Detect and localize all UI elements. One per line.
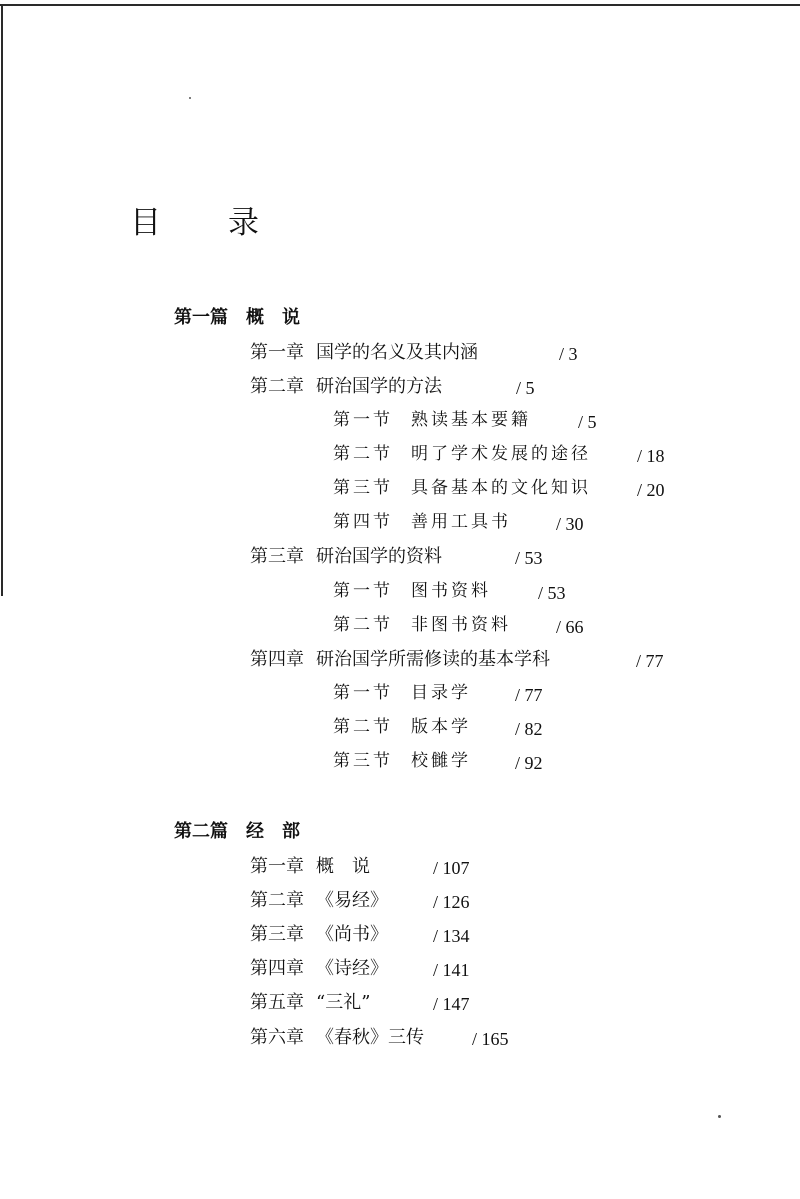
section-title: 图书资料: [411, 581, 491, 601]
section-number: 第三节: [333, 478, 393, 498]
chapter-number: 第二章: [250, 890, 304, 911]
page-number: / 20: [637, 480, 665, 500]
chapter-number: 第四章: [250, 649, 304, 670]
toc-section-entry[interactable]: [333, 480, 591, 497]
page-number: / 18: [637, 446, 665, 466]
section-number: 第一节: [333, 581, 393, 601]
section-title: 具备基本的文化知识: [411, 478, 591, 498]
title-char-1: 目: [130, 205, 161, 241]
page-number: / 66: [556, 617, 584, 637]
scan-speck: [718, 1115, 721, 1118]
toc-chapter-entry[interactable]: [250, 1029, 424, 1047]
page-number: / 30: [556, 514, 584, 534]
section-number: 第三节: [333, 751, 393, 771]
section-number: 第一节: [333, 410, 393, 430]
chapter-number: 第一章: [250, 856, 304, 877]
section-number: 第二节: [333, 717, 393, 737]
top-border-line: [0, 4, 800, 6]
page-number: / 5: [578, 412, 597, 432]
part-number: 第二篇: [174, 821, 228, 842]
toc-section-entry[interactable]: [333, 685, 471, 702]
chapter-number: 第三章: [250, 924, 304, 945]
chapter-number: 第二章: [250, 376, 304, 397]
page-number: / 3: [559, 344, 578, 364]
part-number: 第一篇: [174, 307, 228, 328]
part-name: 概 说: [246, 307, 300, 328]
title-char-2: 录: [228, 205, 259, 241]
toc-chapter-entry[interactable]: [250, 378, 442, 396]
page-number: / 147: [433, 994, 470, 1014]
page-number: / 165: [472, 1029, 509, 1049]
toc-chapter-entry[interactable]: [250, 548, 442, 566]
part-heading: [174, 823, 300, 841]
chapter-number: 第六章: [250, 1027, 304, 1048]
toc-section-entry[interactable]: [333, 412, 531, 429]
page-number: / 53: [515, 548, 543, 568]
part-name: 经 部: [246, 821, 300, 842]
toc-section-entry[interactable]: [333, 583, 491, 600]
page-number: / 77: [515, 685, 543, 705]
section-title: 目录学: [411, 683, 471, 703]
page-number: / 107: [433, 858, 470, 878]
toc-chapter-entry[interactable]: [250, 994, 370, 1012]
chapter-title: 《诗经》: [316, 958, 388, 979]
section-number: 第二节: [333, 444, 393, 464]
toc-chapter-entry[interactable]: [250, 960, 388, 978]
page-number: / 5: [516, 378, 535, 398]
part-heading: [174, 309, 300, 327]
section-title: 明了学术发展的途径: [411, 444, 591, 464]
chapter-number: 第三章: [250, 546, 304, 567]
page-number: / 92: [515, 753, 543, 773]
chapter-title: 国学的名义及其内涵: [316, 342, 478, 363]
page-number: / 141: [433, 960, 470, 980]
toc-chapter-entry[interactable]: [250, 858, 370, 876]
page-number: / 134: [433, 926, 470, 946]
toc-section-entry[interactable]: [333, 446, 591, 463]
chapter-number: 第一章: [250, 342, 304, 363]
toc-chapter-entry[interactable]: [250, 926, 388, 944]
section-number: 第一节: [333, 683, 393, 703]
page-number: / 82: [515, 719, 543, 739]
scan-speck: [189, 97, 191, 99]
chapter-title: 《春秋》三传: [316, 1027, 424, 1048]
chapter-title: 研治国学的资料: [316, 546, 442, 567]
chapter-number: 第五章: [250, 992, 304, 1013]
chapter-title: “三礼”: [316, 992, 371, 1013]
section-title: 熟读基本要籍: [411, 410, 531, 430]
chapter-title: 研治国学的方法: [316, 376, 442, 397]
chapter-title: 概 说: [316, 856, 370, 877]
page-number: / 126: [433, 892, 470, 912]
chapter-title: 《尚书》: [316, 924, 388, 945]
toc-chapter-entry[interactable]: [250, 651, 550, 669]
section-number: 第二节: [333, 615, 393, 635]
section-title: 善用工具书: [411, 512, 511, 532]
toc-chapter-entry[interactable]: [250, 344, 478, 362]
toc-chapter-entry[interactable]: [250, 892, 388, 910]
chapter-title: 研治国学所需修读的基本学科: [316, 649, 550, 670]
section-title: 校雠学: [411, 751, 471, 771]
page-number: / 53: [538, 583, 566, 603]
section-title: 版本学: [411, 717, 471, 737]
left-border-line: [1, 4, 3, 596]
toc-section-entry[interactable]: [333, 617, 511, 634]
chapter-title: 《易经》: [316, 890, 388, 911]
section-number: 第四节: [333, 512, 393, 532]
toc-section-entry[interactable]: [333, 719, 471, 736]
toc-section-entry[interactable]: [333, 514, 511, 531]
page-number: / 77: [636, 651, 664, 671]
section-title: 非图书资料: [411, 615, 511, 635]
chapter-number: 第四章: [250, 958, 304, 979]
toc-section-entry[interactable]: [333, 753, 471, 770]
